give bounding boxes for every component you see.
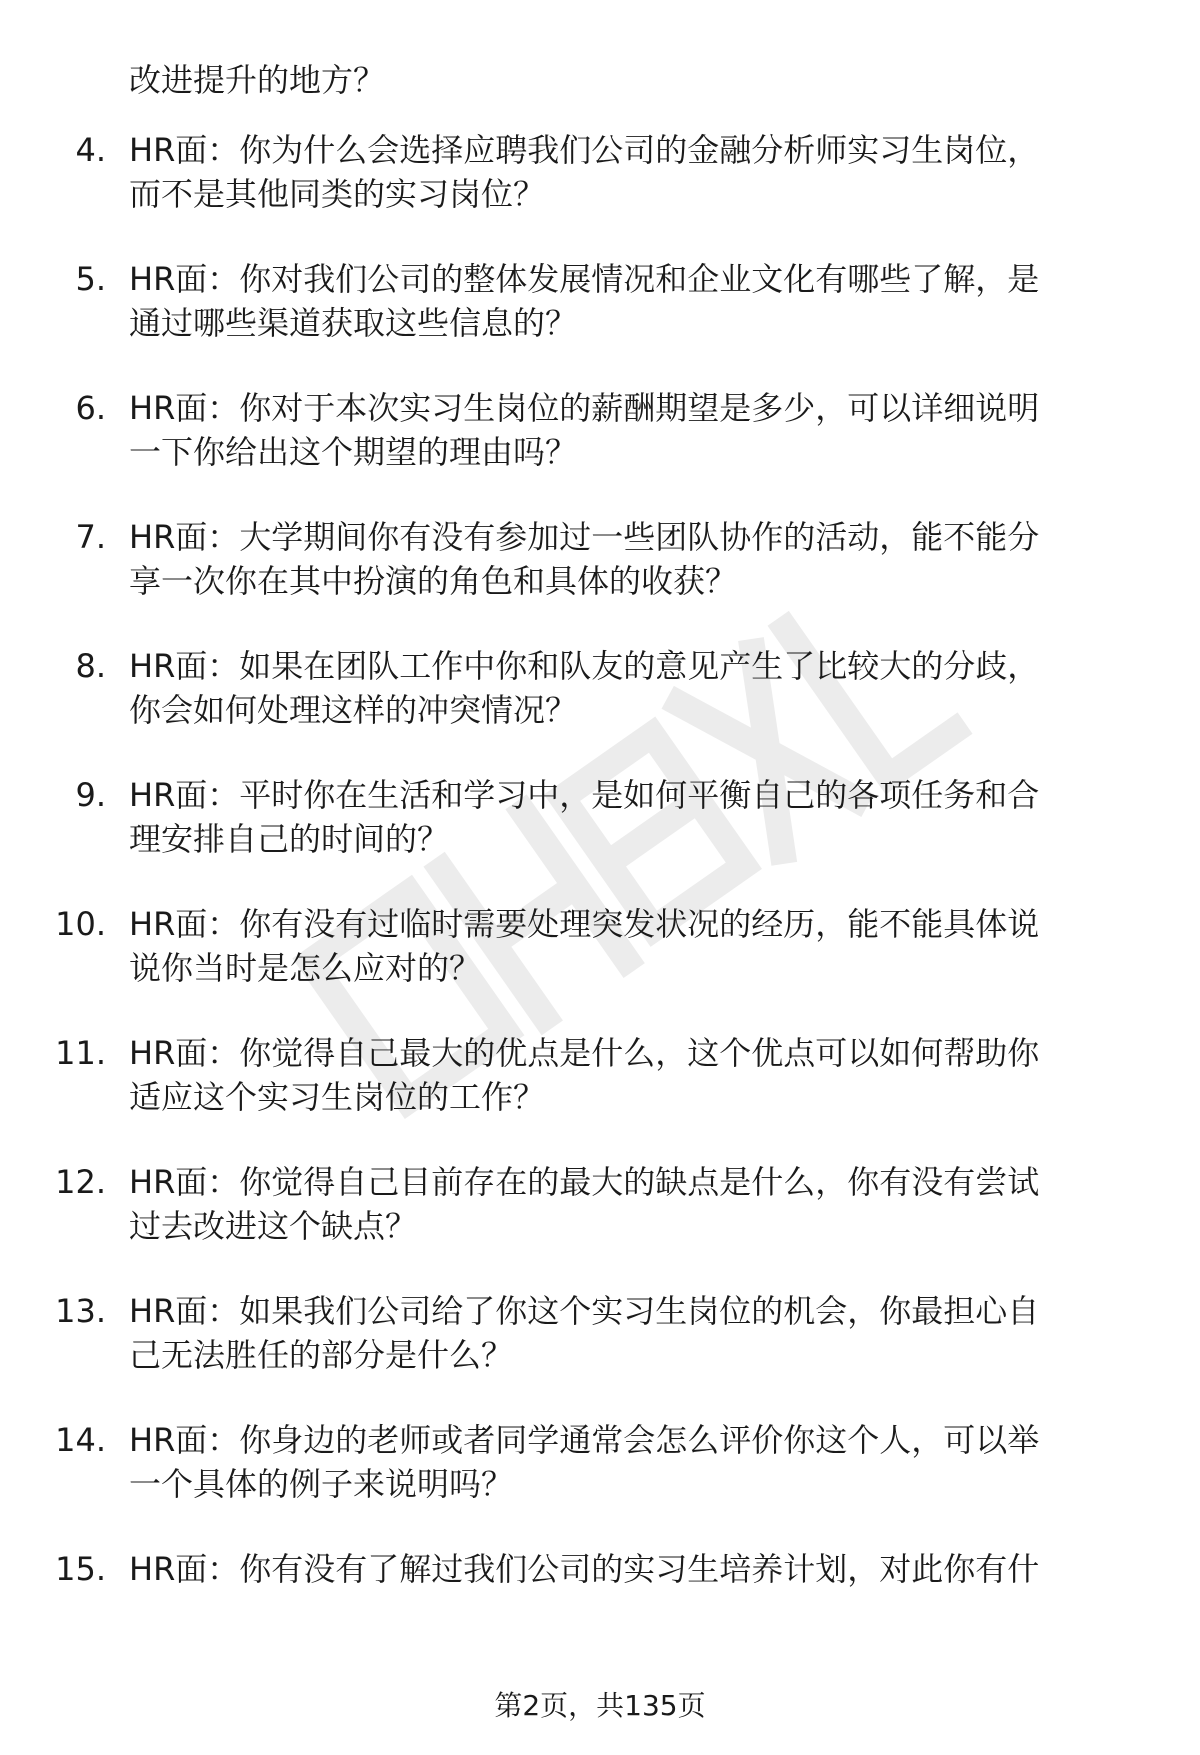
question-text-line: HR面：你对于本次实习生岗位的薪酬期望是多少，可以详细说明 — [129, 389, 1040, 427]
question-text-line: 一下你给出这个期望的理由吗？ — [129, 433, 578, 471]
list-item — [0, 257, 1200, 345]
list-item — [0, 386, 1200, 474]
list-item — [0, 1031, 1200, 1119]
question-text-line: 而不是其他同类的实习岗位？ — [129, 175, 546, 213]
question-text-line: 你会如何处理这样的冲突情况？ — [129, 691, 578, 729]
question-list — [0, 128, 1200, 1591]
question-text-line: HR面：你对我们公司的整体发展情况和企业文化有哪些了解，是 — [129, 260, 1040, 298]
question-text-line: 说你当时是怎么应对的？ — [129, 949, 482, 987]
list-item — [0, 1160, 1200, 1248]
continued-question-text: 改进提升的地方？ — [129, 61, 386, 99]
question-text-line: 通过哪些渠道获取这些信息的？ — [129, 304, 578, 342]
question-number: 7. — [75, 518, 106, 556]
question-number: 8. — [75, 647, 106, 685]
question-number: 15. — [55, 1550, 106, 1588]
question-text-line: HR面：如果在团队工作中你和队友的意见产生了比较大的分歧， — [129, 647, 1040, 685]
list-item — [0, 644, 1200, 732]
question-text-line: 理安排自己的时间的？ — [129, 820, 450, 858]
list-item — [0, 1418, 1200, 1506]
list-item — [0, 515, 1200, 603]
list-item — [0, 902, 1200, 990]
question-text-line: HR面：你觉得自己最大的优点是什么，这个优点可以如何帮助你 — [129, 1034, 1040, 1072]
question-number: 11. — [55, 1034, 106, 1072]
list-item — [0, 1547, 1200, 1591]
question-text-line: HR面：你身边的老师或者同学通常会怎么评价你这个人，可以举 — [129, 1421, 1040, 1459]
question-text-line: HR面：你有没有了解过我们公司的实习生培养计划，对此你有什 — [129, 1550, 1040, 1588]
question-text-line: HR面：你为什么会选择应聘我们公司的金融分析师实习生岗位， — [129, 131, 1040, 169]
list-item — [0, 128, 1200, 216]
question-text-line: 己无法胜任的部分是什么？ — [129, 1336, 514, 1374]
question-text-line: HR面：大学期间你有没有参加过一些团队协作的活动，能不能分 — [129, 518, 1040, 556]
question-text-line: 过去改进这个缺点？ — [129, 1207, 418, 1245]
question-text-line: HR面：平时你在生活和学习中，是如何平衡自己的各项任务和合 — [129, 776, 1040, 814]
document-body — [0, 58, 1200, 1632]
question-number: 4. — [75, 131, 106, 169]
question-text-line: HR面：你觉得自己目前存在的最大的缺点是什么，你有没有尝试 — [129, 1163, 1040, 1201]
question-number: 14. — [55, 1421, 106, 1459]
question-text-line: 享一次你在其中扮演的角色和具体的收获？ — [129, 562, 738, 600]
question-number: 13. — [55, 1292, 106, 1330]
list-item — [0, 773, 1200, 861]
question-number: 9. — [75, 776, 106, 814]
question-text-line: 一个具体的例子来说明吗？ — [129, 1465, 514, 1503]
question-text-line: HR面：如果我们公司给了你这个实习生岗位的机会，你最担心自 — [129, 1292, 1040, 1330]
question-number: 12. — [55, 1163, 106, 1201]
question-number: 5. — [75, 260, 106, 298]
question-text-line: HR面：你有没有过临时需要处理突发状况的经历，能不能具体说 — [129, 905, 1040, 943]
page-footer: 第2页，共135页 — [494, 1689, 706, 1722]
question-text-line: 适应这个实习生岗位的工作？ — [129, 1078, 546, 1116]
list-item — [0, 1289, 1200, 1377]
question-number: 6. — [75, 389, 106, 427]
question-number: 10. — [55, 905, 106, 943]
